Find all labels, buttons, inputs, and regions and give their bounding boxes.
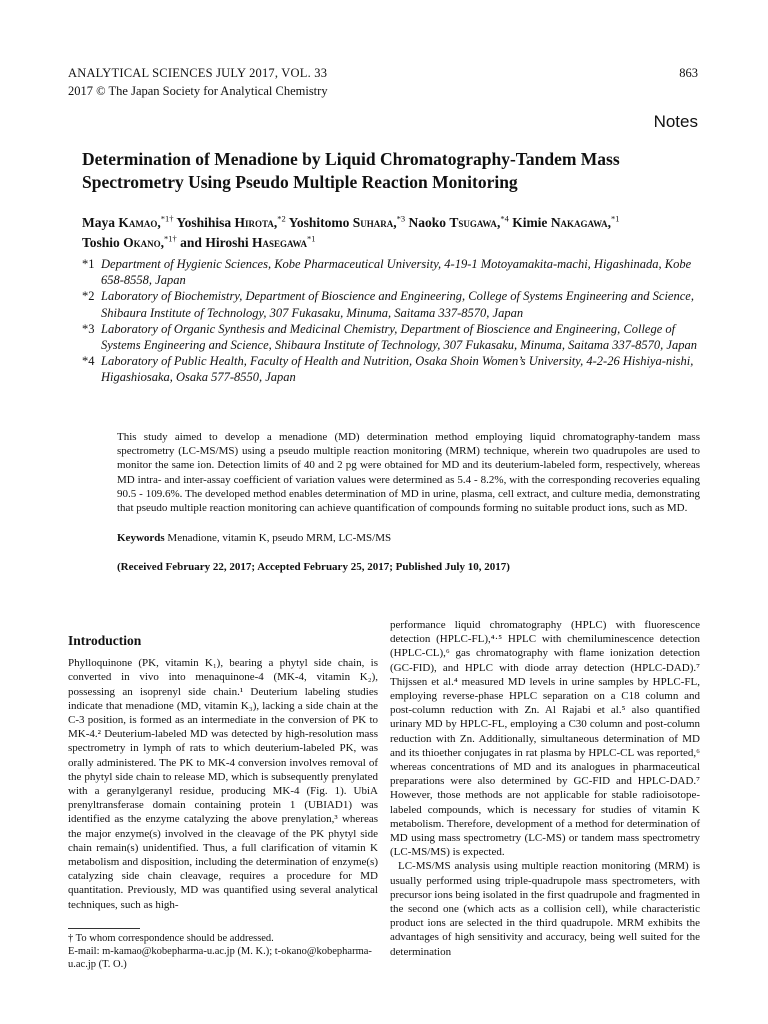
affiliation: *1 Department of Hygienic Sciences, Kobe Pharmaceutical University, 4-19-1 Motoyamakita-machi, Higashinada, Kobe 658-8558, Japan <box>82 257 692 288</box>
copyright-line: 2017 © The Japan Society for Analytical Chemistry <box>68 84 328 98</box>
author: Naoko Tsugawa,$^{*4}$ <box>408 213 509 230</box>
affiliation: *2 Laboratory of Biochemistry, Department of Bioscience and Engineering, College of Systems Engineering and Science, Shibaura Institute of Technology, 307 Fukasaku, Minuma, Saitama 337-8570, Japan <box>82 289 694 320</box>
received-dates: (Received February 22, 2017; Accepted February 25, 2017; Published July 10, 2017) <box>117 561 510 573</box>
abstract: This study aimed to develop a menadione (MD) determination method employing liquid chromatography-tandem mass spectrometry (LC-MS/MS) using a pseudo multiple reaction monitoring (MRM) technique, wherein two quadrupoles are used to monitor the same ion. Detection limits of 40 and 2 pg were obtained for MD and its deuterium-labeled form, respectively, whereas MD intra- and inter-assay coefficient of variation values were determined as 5.4 - 8.2%, with the corresponding recoveries equaling 90.5 - 109.6%. The developed method enables determination of MD in urine, plasma, cell extract, and culture media, demonstrating that pseudo multiple reaction monitoring can achieve quantification of compounds forming no suitable product ions, such as MD. <box>117 431 700 515</box>
intro-paragraph: Phylloquinone (PK, vitamin K₁), bearing a phytyl side chain, is converted in vivo into menaquinone-4 (MK-4, vitamin K₂), possessing an isoprenyl side chain.¹ Deuterium labeling studies indicate that menadione (MD, vitamin K₃), lacking a side chain at the C-3 position, is formed as an intermediate in the conversion of PK to MK-4.² Deuterium-labeled MD was detected by high-resolution mass spectrometry in lymph of rats to which deuterium-labeled PK, was orally administered. The PK to MK-4 conversion involves removal of the phytyl side chain to release MD, which is subsequently prenylated with a geranylgeranyl residue, producing MK-4 (Fig. 1). UbiA prenyltransferase domain containing protein 1 (UBIAD1) was identified as the enzyme catalyzing the above prenylation,³ whereas the major enzyme(s) involved in the cleavage of the PK phytyl side chain remain(s) unidentified. Thus, a full clarification of vitamin K metabolism and disposition, including the determination of enzyme(s) catalyzing side chain cleavage, requires a procedure for MD quantitation. Previously, MD was quantified using several analytical techniques, such as high- <box>68 657 378 911</box>
email-note: E-mail: m-kamao@kobepharma-u.ac.jp (M. K.); t-okano@kobepharma-u.ac.jp (T. O.) <box>68 946 372 970</box>
footnote <box>68 932 378 971</box>
author-list <box>82 210 712 251</box>
introduction-heading: Introduction <box>68 633 142 648</box>
keywords-label: Keywords <box>117 532 165 544</box>
affiliation: *4 Laboratory of Public Health, Faculty of Health and Nutrition, Osaka Shoin Women’s University, 4-2-26 Hishiya-nishi, Higashiosaka, Osaka 577-8550, Japan <box>82 354 694 385</box>
keywords-text: Menadione, vitamin K, pseudo MRM, LC-MS/MS <box>164 532 392 544</box>
author: Yoshitomo Suhara,$^{*3}$ <box>288 213 406 230</box>
section-label: Notes <box>653 112 698 131</box>
affiliation-list <box>82 256 712 386</box>
article-title: Determination of Menadione by Liquid Chromatography-Tandem Mass Spectrometry Using Pseudo Multiple Reaction Monitoring <box>82 149 620 192</box>
author: Kimie Nakagawa,$^{*1}$ <box>512 213 620 230</box>
affiliation: *3 Laboratory of Organic Synthesis and Medicinal Chemistry, Department of Bioscience and Engineering, College of Systems Engineering and Science, Shibaura Institute of Technology, 307 Fukasaku, Minuma, Saitama 337-8570, Japan <box>82 321 697 353</box>
left-column <box>68 618 378 912</box>
journal-header: ANALYTICAL SCIENCES JULY 2017, VOL. 33 <box>68 66 328 80</box>
page-number: 863 <box>679 66 698 80</box>
author: Toshio Okano,$^{*1\dagger}$ and <box>82 233 206 250</box>
correspondence-note: † To whom correspondence should be addressed. <box>68 933 274 944</box>
body-paragraph: LC-MS/MS analysis using multiple reaction monitoring (MRM) is usually performed using triple-quadrupole mass spectrometers, with precursor ions being isolated in the first quadrupole and fragmented in the second one (which acts as a collision cell), while characteristic product ions are selected in the third quadrupole. MRM exhibits the advantages of high sensitivity and accuracy, being well suited for the determination <box>390 860 700 958</box>
author: Maya Kamao,$^{*1\dagger}$ <box>82 213 174 230</box>
author: Hiroshi Hasegawa$^{*1}$ <box>205 233 316 250</box>
author: Yoshihisa Hirota,$^{*2}$ <box>176 213 286 230</box>
body-paragraph: performance liquid chromatography (HPLC) with fluorescence detection (HPLC-FL),⁴·⁵ HPLC with chemiluminescence detection (HPLC-CL),⁶ gas chromatography with flame ionization detection (GC-FID), and HPLC with diode array detection (HPLC-DAD).⁷ Thijssen et al.⁴ measured MD levels in urine samples by HPLC-FL, employing reverse-phase HPLC separation on a C18 column and post-column reduction with Zn. Al Rajabi et al.⁵ also quantified urinary MD by HPLC-FL, employing a C30 column and post-column reduction with Zn. Additionally, simultaneous determination of MD and its thioether conjugates in rat plasma by HPLC-CL was reported,⁶ whereas concentrations of MD and its analogues in pharmaceutical preparations were also determined by GC-FID and HPLC-DAD.⁷ However, those methods are not applicable for stable radioisotope-labeled compounds, which is necessary for studies of vitamin K metabolism. Therefore, development of a method for determination of MD using mass spectrometry (LC-MS) or tandem mass spectrometry (LC-MS/MS) is expected. <box>390 619 700 859</box>
right-column <box>390 618 700 959</box>
keywords <box>117 532 391 544</box>
footnote-rule <box>68 928 140 929</box>
